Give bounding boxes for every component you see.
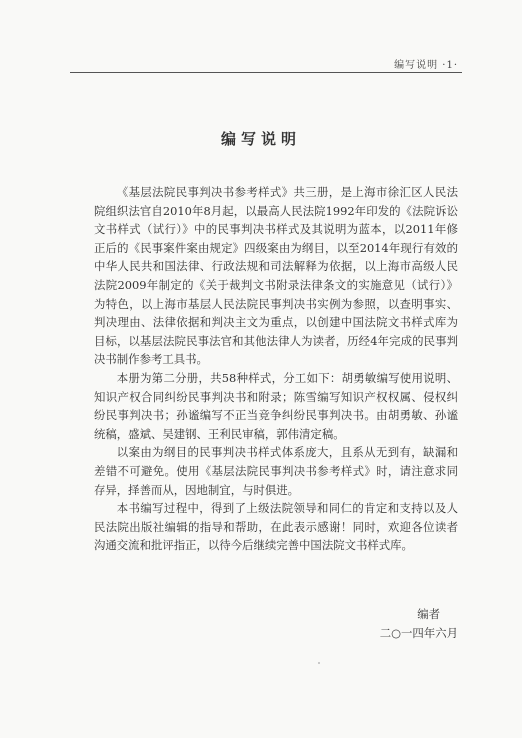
running-header: 编写说明 ·1· [394,60,458,71]
page-title: 编写说明 [220,130,301,148]
paragraph-thanks: 本书编写过程中，得到了上级法院领导和同仁的肯定和支持以及人民法院出版社编辑的指导和帮助，在此表示感谢！同时，欢迎各位读者沟通交流和批评指正，以待今后继续完善中国法院文书样式库。 [94,501,458,553]
paragraph-caveat: 以案由为纲目的民事判决书样式体系庞大，且系从无到有，缺漏和差错不可避免。使用《基层法院民事判决书参考样式》时，请注意求同存异，择善而从，因地制宜，与时俱进。 [94,445,458,497]
print-speck [318,662,320,664]
signature-block [380,605,458,642]
signature-author: 编者 [417,607,440,621]
body-text [94,183,458,555]
paragraph-intro: 《基层法院民事判决书参考样式》共三册，是上海市徐汇区人民法院组织法官自2010年8月起，以最高人民法院1992年印发的《法院诉讼文书样式（试行）》中的民事判决书样式及其说明为蓝本，以2011年修正后的《民事案件案由规定》四级案由为纲目，以至2014年现行有效的中华人民共和国法律、行政法规和司法解释为依据，以上海市高级人民法院2009年制定的《关于裁判文书附录法律条文的实施意见（试行）》为特色，以上海市基层人民法院民事判决书实例为参照，以查明事实、判决理由、法律依据和判决主文为重点，以创建中国法院文书样式库为目标，以基层法院民事法官和其他法律人为读者，历经4年完成的民事判决书制作参考工具书。 [94,185,458,367]
signature-date: 二○一四年六月 [379,625,458,640]
header-rule [70,72,462,73]
paragraph-division: 本册为第二分册，共58种样式，分工如下：胡勇敏编写使用说明、知识产权合同纠纷民事判决书和附录；陈雪编写知识产权权属、侵权纠纷民事判决书；孙谧编写不正当竞争纠纷民事判决书。由胡勇敏、孙谧统稿，盛斌、吴建钢、王利民审稿，郭伟清定稿。 [94,370,458,441]
